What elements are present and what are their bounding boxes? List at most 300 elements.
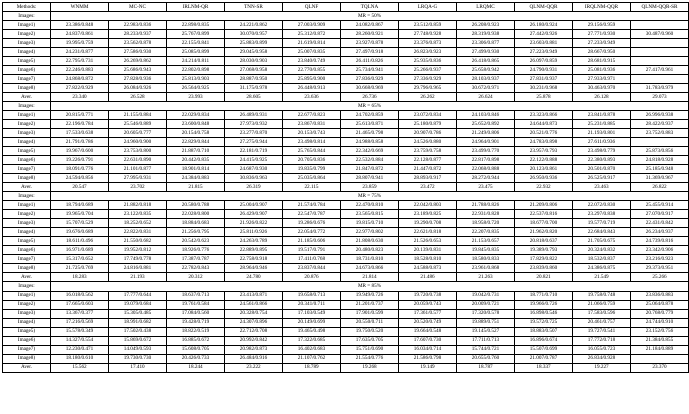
metric-cell: 27.611/0.936	[573, 138, 631, 147]
column-header-0: Methods:	[3, 3, 51, 12]
metric-cell: 27.417/0.961	[631, 66, 689, 75]
metric-cell: 22.342/0.669	[341, 147, 399, 156]
metric-cell: 23.603/0.881	[515, 39, 573, 48]
metric-cell: 18.822/0.519	[167, 327, 225, 336]
table-row	[3, 309, 689, 318]
metric-cell: 19.967/0.600	[51, 147, 109, 156]
average-cell: 23.859	[341, 183, 399, 192]
metric-cell: 16.885/0.672	[167, 336, 225, 345]
column-header-9: QLNM-QQR	[515, 3, 573, 12]
metric-cell: 22.128/0.877	[399, 156, 457, 165]
metric-cell: 22.155/0.841	[167, 39, 225, 48]
metric-cell: 24.964/0.901	[457, 138, 515, 147]
metric-cell: 19.572/0.725	[515, 318, 573, 327]
metric-cell: 25.686/0.943	[109, 66, 167, 75]
metric-cell: 20.328/0.754	[225, 309, 283, 318]
metric-cell: 20.520/0.749	[399, 318, 457, 327]
metric-cell: 26.180/0.924	[515, 21, 573, 30]
table-row	[3, 57, 689, 66]
metric-cell: 22.122/0.888	[515, 156, 573, 165]
metric-cell: 27.822/0.929	[51, 84, 109, 93]
metric-cell: 19.676/0.689	[51, 228, 109, 237]
average-cell: 26.128	[573, 93, 631, 102]
table-row	[3, 327, 689, 336]
metric-cell: 21.101/0.877	[109, 165, 167, 174]
table-row	[3, 111, 689, 120]
metric-cell: 24.816/0.881	[109, 264, 167, 273]
metric-cell: 15.317/0.652	[51, 255, 109, 264]
metric-cell: 20.149/0.699	[283, 318, 341, 327]
metric-cell: 18.677/0.700	[515, 219, 573, 228]
metric-cell: 20.907/0.786	[399, 129, 457, 138]
metric-cell: 19.465/0.498	[283, 327, 341, 336]
metric-cell: 21.184/0.889	[631, 345, 689, 354]
average-cell: 19.227	[573, 363, 631, 372]
metric-cell: 20.461/0.757	[573, 318, 631, 327]
row-label: Image1)	[3, 111, 51, 120]
metric-cell: 19.889/0.751	[457, 318, 515, 327]
average-label: Aver.	[3, 363, 51, 372]
metric-cell: 30.463/0.970	[573, 84, 631, 93]
metric-cell: 23.277/0.870	[225, 129, 283, 138]
metric-cell: 19.079/0.684	[109, 300, 167, 309]
metric-cell: 25.455/0.914	[631, 201, 689, 210]
metric-cell: 20.550/0.711	[341, 318, 399, 327]
metric-cell: 30.836/0.963	[225, 174, 283, 183]
metric-cell: 20.341/0.711	[283, 300, 341, 309]
table-row	[3, 174, 689, 183]
metric-cell: 28.807/0.941	[341, 174, 399, 183]
average-cell: 24.780	[225, 273, 283, 282]
row-label: Image3)	[3, 39, 51, 48]
metric-cell: 25.266/0.937	[399, 66, 457, 75]
average-cell: 17.410	[109, 363, 167, 372]
metric-cell: 25.085/0.899	[167, 48, 225, 57]
metric-cell: 21.193/0.801	[573, 129, 631, 138]
metric-cell: 30.231/0.968	[515, 84, 573, 93]
metric-cell: 24.744/0.910	[631, 318, 689, 327]
metric-cell: 23.840/0.749	[283, 57, 341, 66]
metric-cell: 22.042/0.803	[399, 201, 457, 210]
metric-cell: 24.818/0.928	[631, 156, 689, 165]
metric-cell: 17.320/0.578	[457, 309, 515, 318]
metric-cell: 23.565/0.815	[341, 210, 399, 219]
metric-cell: 21.725/0.769	[51, 264, 109, 273]
metric-cell: 21.201/0.737	[341, 300, 399, 309]
metric-cell: 22.431/0.842	[631, 219, 689, 228]
metric-cell: 24.384/0.883	[167, 174, 225, 183]
column-header-8: LRQMC	[457, 3, 515, 12]
metric-cell: 20.768/0.779	[631, 309, 689, 318]
metric-cell: 24.263/0.789	[225, 237, 283, 246]
metric-cell: 17.411/0.768	[283, 255, 341, 264]
average-cell: 20.876	[283, 273, 341, 282]
metric-cell: 23.376/0.873	[399, 39, 457, 48]
metric-cell: 22.196/0.784	[51, 120, 109, 129]
row-label: Image4)	[3, 48, 51, 57]
metric-cell: 17.103/0.549	[283, 309, 341, 318]
metric-cell: 25.064/0.878	[631, 300, 689, 309]
metric-cell: 26.484/0.916	[225, 354, 283, 363]
metric-cell: 28.667/0.950	[573, 48, 631, 57]
images-label: Images:	[3, 12, 51, 21]
metric-cell	[631, 48, 689, 57]
metric-cell: 18.532/0.837	[573, 255, 631, 264]
metric-cell: 27.933/0.971	[573, 75, 631, 84]
metric-cell: 28.260/0.921	[341, 30, 399, 39]
images-label: Images:	[3, 282, 51, 291]
metric-cell: 27.223/0.949	[515, 48, 573, 57]
metric-cell: 20.605/0.777	[109, 129, 167, 138]
metric-cell: 23.961/0.868	[457, 264, 515, 273]
average-cell: 23.993	[167, 93, 225, 102]
metric-cell: 20.580/0.788	[167, 201, 225, 210]
metric-cell: 25.935/0.836	[399, 57, 457, 66]
row-label: Image4)	[3, 318, 51, 327]
metric-cell: 22.977/0.802	[341, 228, 399, 237]
metric-cell: 27.233/0.949	[573, 39, 631, 48]
metric-cell: 19.835/0.799	[283, 165, 341, 174]
metric-cell: 26.269/0.862	[109, 57, 167, 66]
metric-cell	[631, 57, 689, 66]
metric-cell: 25.734/0.941	[341, 66, 399, 75]
metric-cell: 26.834/0.928	[573, 354, 631, 363]
metric-cell: 18.991/0.682	[109, 318, 167, 327]
metric-cell: 15.608/0.705	[167, 345, 225, 354]
metric-cell: 22.532/0.884	[341, 156, 399, 165]
average-cell: 20.312	[167, 273, 225, 282]
metric-cell: 26.234/0.937	[631, 228, 689, 237]
metric-cell: 25.180/0.879	[399, 120, 457, 129]
metric-cell: 24.644/0.873	[515, 120, 573, 129]
table-row	[3, 318, 689, 327]
average-cell: 21.486	[399, 273, 457, 282]
metric-cell: 23.297/0.838	[573, 210, 631, 219]
metric-cell: 19.727/0.541	[573, 327, 631, 336]
metric-cell: 19.965/0.704	[51, 210, 109, 219]
metric-cell: 15.578/0.349	[51, 327, 109, 336]
metric-cell: 25.004/0.907	[225, 201, 283, 210]
metric-cell: 25.767/0.899	[167, 30, 225, 39]
metric-cell: 24.526/0.880	[399, 138, 457, 147]
metric-cell: 27.499/0.930	[457, 48, 515, 57]
average-cell: 21.549	[573, 273, 631, 282]
metric-cell: 18.528/0.810	[399, 255, 457, 264]
metric-cell: 18.958/0.720	[457, 219, 515, 228]
metric-cell: 27.831/0.937	[515, 75, 573, 84]
metric-cell: 25.007/0.835	[283, 48, 341, 57]
metric-cell: 26.823/0.923	[399, 48, 457, 57]
metric-cell: 24.386/0.875	[573, 264, 631, 273]
metric-cell: 27.003/0.909	[283, 21, 341, 30]
metric-cell: 25.546/0.889	[109, 120, 167, 129]
metric-cell: 19.389/0.793	[515, 246, 573, 255]
metric-cell: 23.413/0.871	[225, 291, 283, 300]
column-header-4: TNN-SR	[225, 3, 283, 12]
table-row	[3, 291, 689, 300]
metric-cell: 28.887/0.950	[225, 75, 283, 84]
metric-cell: 22.931/0.828	[457, 210, 515, 219]
row-label: Image5)	[3, 237, 51, 246]
metric-cell: 19.750/0.520	[341, 327, 399, 336]
metric-cell: 17.772/0.718	[573, 336, 631, 345]
metric-cell: 25.231/0.885	[573, 120, 631, 129]
metric-cell: 27.771/0.930	[573, 30, 631, 39]
row-label: Image3)	[3, 309, 51, 318]
metric-cell: 22.822/0.831	[109, 228, 167, 237]
row-label: Image8)	[3, 84, 51, 93]
metric-cell: 18.901/0.814	[167, 165, 225, 174]
metric-cell: 23.837/0.844	[283, 264, 341, 273]
metric-cell: 23.498/0.779	[573, 147, 631, 156]
average-cell: 18.787	[457, 363, 515, 372]
metric-cell: 24.790/0.931	[515, 66, 573, 75]
metric-cell: 18.580/0.833	[457, 255, 515, 264]
metric-cell: 28.422/0.937	[631, 120, 689, 129]
metric-cell: 23.386/0.848	[51, 21, 109, 30]
column-header-3: IRLNM-QR	[167, 3, 225, 12]
metric-cell: 22.770/0.855	[283, 66, 341, 75]
metric-cell	[631, 21, 689, 30]
metric-cell: 21.209/0.806	[515, 201, 573, 210]
row-label: Image4)	[3, 138, 51, 147]
metric-cell: 17.322/0.685	[283, 336, 341, 345]
metric-cell: 23.927/0.878	[341, 39, 399, 48]
metric-cell: 17.533/0.638	[51, 129, 109, 138]
metric-cell: 17.387/0.787	[167, 255, 225, 264]
mr-group-row	[3, 12, 689, 21]
metric-cell: 22.829/0.844	[167, 138, 225, 147]
row-label: Image2)	[3, 300, 51, 309]
metric-cell: 25.883/0.899	[225, 39, 283, 48]
metric-cell: 25.765/0.844	[283, 147, 341, 156]
metric-cell: 22.028/0.800	[167, 210, 225, 219]
average-cell: 23.702	[109, 183, 167, 192]
metric-cell: 19.845/0.835	[457, 246, 515, 255]
metric-cell: 23.841/0.878	[573, 111, 631, 120]
metric-cell: 19.730/0.730	[109, 354, 167, 363]
table-row	[3, 21, 689, 30]
metric-cell: 26.950/0.936	[515, 174, 573, 183]
metric-cell: 27.995/0.931	[109, 174, 167, 183]
table-row	[3, 156, 689, 165]
average-cell: 23.222	[225, 363, 283, 372]
metric-cell: 22.054/0.772	[283, 228, 341, 237]
metric-cell: 23.957/0.793	[515, 147, 573, 156]
average-cell: 26.624	[457, 93, 515, 102]
metric-cell: 20.153/0.743	[283, 129, 341, 138]
metric-cell: 26.411/0.826	[341, 57, 399, 66]
metric-cell: 24.673/0.866	[341, 264, 399, 273]
row-label: Image6)	[3, 246, 51, 255]
metric-cell: 24.783/0.898	[515, 138, 573, 147]
metric-cell: 27.442/0.926	[515, 30, 573, 39]
metric-cell: 23.499/0.770	[457, 147, 515, 156]
metric-cell	[631, 354, 689, 363]
table-row	[3, 300, 689, 309]
metric-cell: 16.898/0.546	[515, 309, 573, 318]
metric-cell: 16.971/0.689	[51, 246, 109, 255]
column-header-6: TQLNA	[341, 3, 399, 12]
metric-cell: 22.983/0.836	[109, 21, 167, 30]
row-label: Image1)	[3, 291, 51, 300]
metric-cell: 23.753/0.800	[109, 147, 167, 156]
metric-cell: 19.720/0.738	[399, 291, 457, 300]
average-row	[3, 183, 689, 192]
metric-cell: 25.035/0.864	[283, 174, 341, 183]
average-cell: 18.789	[283, 363, 341, 372]
average-cell: 25.878	[515, 93, 573, 102]
metric-cell: 17.216/0.569	[51, 318, 109, 327]
metric-cell: 30.070/0.957	[225, 30, 283, 39]
metric-cell: 14.049/0.593	[109, 345, 167, 354]
average-cell: 23.370	[631, 363, 689, 372]
metric-cell: 23.752/0.883	[631, 129, 689, 138]
metric-cell: 31.369/0.967	[631, 174, 689, 183]
mr-label: MR = 85%	[51, 282, 689, 291]
metric-cell: 23.759/0.758	[399, 147, 457, 156]
average-label: Aver.	[3, 93, 51, 102]
metric-cell: 22.684/0.843	[573, 228, 631, 237]
metric-cell: 28.319/0.938	[457, 30, 515, 39]
row-label: Image5)	[3, 57, 51, 66]
mr-group-row	[3, 192, 689, 201]
metric-cell: 17.361/0.577	[399, 309, 457, 318]
metric-cell: 23.152/0.756	[631, 327, 689, 336]
metric-cell: 23.867/0.831	[283, 120, 341, 129]
metric-cell: 30.668/0.969	[341, 84, 399, 93]
row-label: Image4)	[3, 228, 51, 237]
average-cell: 21.263	[457, 273, 515, 282]
metric-cell: 26.429/0.907	[225, 210, 283, 219]
average-row	[3, 93, 689, 102]
metric-cell: 24.221/0.862	[225, 21, 283, 30]
metric-cell: 29.156/0.959	[573, 21, 631, 30]
metric-cell: 17.583/0.596	[573, 309, 631, 318]
metric-cell: 23.600/0.848	[167, 120, 225, 129]
metric-cell: 22.782/0.843	[167, 264, 225, 273]
table-row	[3, 264, 689, 273]
metric-cell: 22.068/0.888	[457, 165, 515, 174]
metric-cell: 27.828/0.936	[109, 75, 167, 84]
metric-cell: 25.185/0.948	[631, 165, 689, 174]
metric-cell: 24.103/0.846	[457, 111, 515, 120]
average-cell: 26.822	[631, 183, 689, 192]
metric-cell: 20.992/0.842	[225, 336, 283, 345]
metric-cell: 28.030/0.903	[225, 57, 283, 66]
average-cell: 21.814	[341, 273, 399, 282]
metric-cell: 27.070/0.917	[631, 210, 689, 219]
row-label: Image7)	[3, 255, 51, 264]
metric-cell: 24.702/0.859	[341, 111, 399, 120]
metric-cell: 20.442/0.835	[167, 156, 225, 165]
metric-cell: 19.761/0.584	[167, 300, 225, 309]
metric-cell: 24.307/0.896	[225, 318, 283, 327]
metric-cell: 17.901/0.599	[341, 309, 399, 318]
metric-cell: 27.836/0.929	[341, 75, 399, 84]
metric-cell: 21.808/0.630	[341, 237, 399, 246]
metric-cell: 15.869/0.672	[109, 336, 167, 345]
metric-cell: 23.498/0.814	[283, 138, 341, 147]
mr-group-row	[3, 282, 689, 291]
metric-cell: 22.207/0.835	[457, 228, 515, 237]
metric-cell: 21.066/0.759	[573, 300, 631, 309]
metric-cell: 28.681/0.915	[573, 57, 631, 66]
metric-cell: 21.619/0.814	[283, 39, 341, 48]
metric-cell: 23.323/0.866	[515, 111, 573, 120]
metric-cell: 22.631/0.890	[109, 156, 167, 165]
metric-cell: 27.275/0.944	[225, 138, 283, 147]
images-label: Images:	[3, 102, 51, 111]
row-label: Image3)	[3, 219, 51, 228]
metric-cell: 22.246/0.883	[51, 66, 109, 75]
metric-cell: 24.214/0.811	[167, 57, 225, 66]
results-table-container	[0, 2, 678, 414]
metric-cell: 25.813/0.903	[167, 75, 225, 84]
metric-cell: 17.711/0.713	[457, 336, 515, 345]
row-label: Image7)	[3, 165, 51, 174]
metric-cell: 20.818/0.637	[515, 237, 573, 246]
column-header-2: MC-NC	[109, 3, 167, 12]
metric-cell: 16.402/0.683	[283, 345, 341, 354]
metric-cell: 19.658/0.713	[283, 291, 341, 300]
metric-cell: 20.542/0.623	[167, 237, 225, 246]
metric-cell: 20.501/0.870	[573, 165, 631, 174]
row-label: Image6)	[3, 66, 51, 75]
column-header-1: WNMM	[51, 3, 109, 12]
metric-cell: 24.739/0.816	[631, 237, 689, 246]
metric-cell: 25.081/0.936	[573, 66, 631, 75]
average-label: Aver.	[3, 183, 51, 192]
row-label: Image1)	[3, 21, 51, 30]
metric-cell: 20.521/0.776	[515, 129, 573, 138]
metric-cell: 23.072/0.834	[399, 111, 457, 120]
metric-cell: 20.009/0.721	[457, 300, 515, 309]
metric-cell: 27.973/0.932	[225, 120, 283, 129]
row-label: Image5)	[3, 327, 51, 336]
metric-cell: 25.613/0.871	[341, 120, 399, 129]
table-row	[3, 75, 689, 84]
average-cell: 19.268	[341, 363, 399, 372]
metric-cell: 26.996/0.938	[631, 111, 689, 120]
row-label: Image5)	[3, 147, 51, 156]
metric-cell: 19.664/0.548	[399, 327, 457, 336]
metric-cell: 24.988/0.858	[341, 138, 399, 147]
average-cell: 23.463	[573, 183, 631, 192]
metric-cell: 16.034/0.714	[399, 345, 457, 354]
mr-group-row	[3, 102, 689, 111]
average-cell: 26.528	[109, 93, 167, 102]
metric-cell: 22.029/0.834	[167, 111, 225, 120]
table-row	[3, 345, 689, 354]
metric-cell: 21.847/0.872	[341, 165, 399, 174]
metric-cell: 21.926/0.822	[225, 219, 283, 228]
table-row	[3, 246, 689, 255]
metric-cell: 25.873/0.856	[631, 147, 689, 156]
table-row	[3, 201, 689, 210]
metric-cell: 22.898/0.835	[167, 21, 225, 30]
row-label: Image8)	[3, 264, 51, 273]
metric-cell: 21.007/0.787	[515, 354, 573, 363]
table-row	[3, 138, 689, 147]
table-header-row	[3, 3, 689, 12]
metric-cell: 18.180/0.610	[51, 354, 109, 363]
metric-cell: 24.415/0.925	[225, 156, 283, 165]
metric-cell: 13.367/0.377	[51, 309, 109, 318]
metric-cell: 14.327/0.554	[51, 336, 109, 345]
metric-cell: 28.233/0.937	[109, 30, 167, 39]
metric-cell: 20.426/0.733	[167, 354, 225, 363]
